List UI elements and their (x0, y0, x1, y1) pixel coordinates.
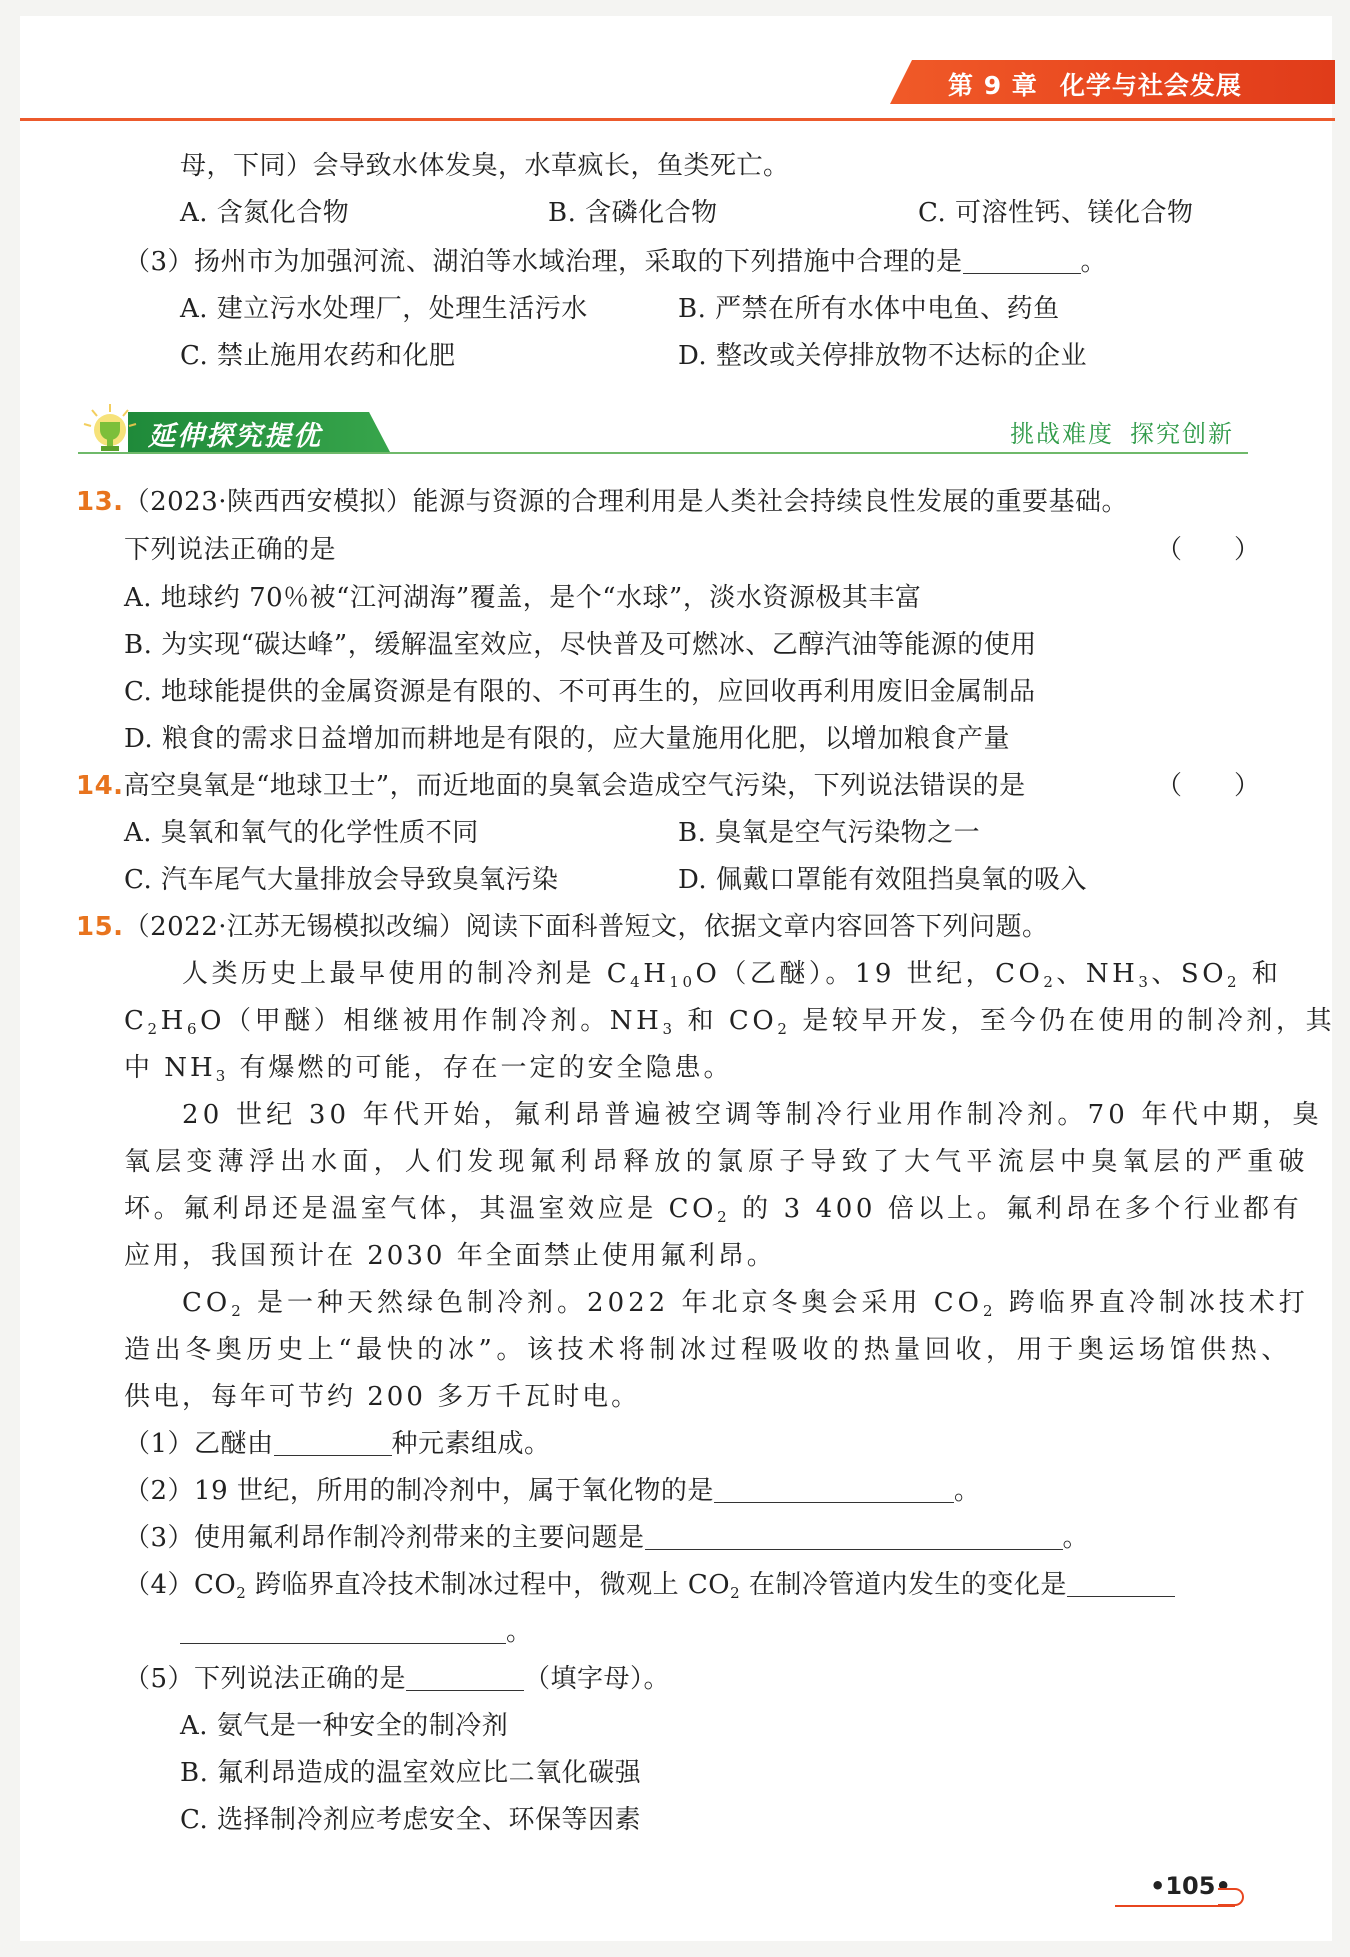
sub: 3 (662, 1020, 676, 1038)
t: 。 (953, 1476, 981, 1506)
q13-option-b: B. 为实现“碳达峰”，缓解温室效应，尽快普及可燃冰、乙醇汽油等能源的使用 (124, 630, 1037, 660)
t: 在制冷管道内发生的变化是 (740, 1570, 1067, 1600)
q15-sub2 (124, 1473, 980, 1509)
t: CO (182, 1288, 232, 1318)
q13-stem1: （2023·陕西西安模拟）能源与资源的合理利用是人类社会持续良性发展的重要基础。 (123, 487, 1128, 517)
t: 人类历史上最早使用的制冷剂是 C (182, 959, 631, 989)
section-tag-2: 探究创新 (1130, 420, 1234, 448)
q15-p1-line1 (182, 956, 1281, 992)
q15-sub5-option-c: C. 选择制冷剂应考虑安全、环保等因素 (180, 1805, 641, 1835)
header-rule (20, 118, 1335, 121)
page-number: •105• (1150, 1872, 1231, 1900)
q13-stem-line1 (76, 484, 1128, 520)
t: 种元素组成。 (391, 1429, 551, 1459)
q15-sub2-blank[interactable] (714, 1475, 954, 1503)
t: 跨临界直冷制冰技术打 (996, 1288, 1309, 1318)
q15-p2-line4: 应用，我国预计在 2030 年全面禁止使用氟利昂。 (124, 1241, 776, 1271)
page-number-hook (1218, 1888, 1244, 1906)
sub: 4 (630, 973, 644, 991)
t: H (160, 1006, 187, 1036)
t: O（乙醚）。19 世纪，CO (695, 959, 1044, 989)
q12-sub3-end: 。 (1080, 247, 1108, 277)
t: O（甲醚）相继被用作制冷剂。NH (200, 1006, 663, 1036)
sub: 2 (1043, 973, 1057, 991)
t: 、NH (1056, 959, 1139, 989)
q12-option-c: C. 可溶性钙、镁化合物 (918, 198, 1194, 228)
q14-option-b: B. 臭氧是空气污染物之一 (678, 818, 981, 848)
q15-p1-line3 (124, 1050, 733, 1086)
q15-sub1 (124, 1426, 551, 1462)
sub: 10 (669, 973, 696, 991)
chapter-header (948, 66, 1242, 102)
q13-stem-line2: 下列说法正确的是 (124, 535, 337, 565)
t: 和 (1240, 959, 1282, 989)
t: （5）下列说法正确的是 (124, 1664, 407, 1694)
q14-option-d: D. 佩戴口罩能有效阻挡臭氧的吸入 (678, 865, 1087, 895)
section-title: 延伸探究提优 (148, 421, 322, 452)
sub: 2 (982, 1302, 997, 1320)
q13-number: 13. (76, 487, 124, 517)
q15-sub4 (124, 1567, 1175, 1603)
t: 、SO (1151, 959, 1228, 989)
q12-sub3-option-a: A. 建立污水处理厂，处理生活污水 (180, 294, 588, 324)
sub: 3 (215, 1067, 229, 1085)
q12-sub3-option-b: B. 严禁在所有水体中电鱼、药鱼 (678, 294, 1060, 324)
t: 是一种天然绿色制冷剂。2022 年北京冬奥会采用 CO (244, 1288, 983, 1318)
q12-option-a: A. 含氮化合物 (180, 198, 350, 228)
q15-sub5 (124, 1661, 670, 1697)
t: （填字母）。 (524, 1664, 671, 1694)
q15-stem (76, 909, 1049, 945)
section-tags (1010, 414, 1234, 449)
q13-option-a: A. 地球约 70％被“江河湖海”覆盖，是个“水球”，淡水资源极其丰富 (124, 583, 922, 613)
q15-number: 15. (76, 912, 124, 942)
q14-stem (76, 768, 1026, 804)
sub: 2 (1227, 973, 1241, 991)
q14-stem-text: 高空臭氧是“地球卫士”，而近地面的臭氧会造成空气污染，下列说法错误的是 (123, 771, 1026, 801)
q15-sub4-cont (180, 1614, 533, 1650)
sub: 2 (730, 1584, 741, 1602)
sub: 2 (236, 1584, 247, 1602)
q12-sub3-option-d: D. 整改或关停排放物不达标的企业 (678, 341, 1087, 371)
q15-sub5-option-a: A. 氨气是一种安全的制冷剂 (180, 1711, 509, 1741)
q15-p3-line1 (182, 1285, 1309, 1321)
t: 跨临界直冷技术制冰过程中，微观上 CO (246, 1570, 731, 1600)
q14-option-c: C. 汽车尾气大量排放会导致臭氧污染 (124, 865, 559, 895)
t: （1）乙醚由 (124, 1429, 274, 1459)
t: 有爆燃的可能，存在一定的安全隐患。 (228, 1053, 733, 1083)
chapter-number: 第 9 章 (948, 71, 1038, 100)
sub: 2 (147, 1020, 161, 1038)
q15-sub3 (124, 1520, 1089, 1556)
q15-p3-line2: 造出冬奥历史上“最快的冰”。该技术将制冰过程吸收的热量回收，用于奥运场馆供热、 (124, 1335, 1292, 1365)
t: （3）使用氟利昂作制冷剂带来的主要问题是 (124, 1523, 645, 1553)
q13-answer-paren[interactable]: （ ） (1156, 535, 1261, 565)
t: C (124, 1006, 148, 1036)
q15-sub5-blank[interactable] (406, 1663, 524, 1691)
page-number-rule (1115, 1905, 1235, 1907)
q12-option-b: B. 含磷化合物 (548, 198, 718, 228)
q14-answer-paren[interactable]: （ ） (1156, 771, 1261, 801)
t: 和 CO (675, 1006, 778, 1036)
q15-sub4-blank-a[interactable] (1067, 1569, 1175, 1597)
q15-p3-line3: 供电，每年可节约 200 多万千瓦时电。 (124, 1382, 641, 1412)
t: 中 NH (124, 1053, 216, 1083)
q15-sub1-blank[interactable] (274, 1428, 392, 1456)
t: （4）CO (124, 1570, 237, 1600)
sub: 3 (1138, 973, 1152, 991)
t: H (643, 959, 670, 989)
t: 是较早开发，至今仍在使用的制冷剂，其 (790, 1006, 1336, 1036)
q15-sub4-blank-b[interactable] (180, 1616, 506, 1644)
t: 的 3 400 倍以上。氟利昂在多个行业都有 (730, 1194, 1303, 1224)
q15-p1-line2 (124, 1003, 1335, 1039)
sub: 6 (186, 1020, 201, 1038)
section-tag-1: 挑战难度 (1010, 420, 1114, 448)
t: 坏。氟利昂还是温室气体，其温室效应是 CO (124, 1194, 718, 1224)
t: 。 (1062, 1523, 1090, 1553)
q15-stem-text: （2022·江苏无锡模拟改编）阅读下面科普短文，依据文章内容回答下列问题。 (123, 912, 1049, 942)
q12-sub3-option-c: C. 禁止施用农药和化肥 (180, 341, 456, 371)
q12-line: 母，下同）会导致水体发臭，水草疯长，鱼类死亡。 (180, 151, 790, 181)
sub: 2 (777, 1020, 791, 1038)
q15-p2-line2: 氧层变薄浮出水面，人们发现氟利昂释放的氯原子导致了大气平流层中臭氧层的严重破 (124, 1147, 1310, 1177)
t: 。 (506, 1617, 533, 1647)
sub: 2 (231, 1302, 245, 1320)
q15-p2-line3 (124, 1191, 1302, 1227)
q14-number: 14. (76, 771, 124, 801)
q15-sub3-blank[interactable] (645, 1522, 1063, 1550)
chapter-title: 化学与社会发展 (1059, 71, 1242, 100)
trophy-icon (80, 402, 140, 458)
q15-p2-line1: 20 世纪 30 年代开始，氟利昂普遍被空调等制冷行业用作制冷剂。70 年代中期，臭 (182, 1100, 1323, 1130)
t: （2）19 世纪，所用的制冷剂中，属于氧化物的是 (124, 1476, 714, 1506)
q12-sub3-blank[interactable] (963, 246, 1081, 274)
q15-sub5-option-b: B. 氟利昂造成的温室效应比二氧化碳强 (180, 1758, 642, 1788)
q12-sub3 (124, 244, 1107, 280)
q12-sub3-text: （3）扬州市为加强河流、湖泊等水域治理，采取的下列措施中合理的是 (124, 247, 963, 277)
sub: 2 (717, 1208, 731, 1226)
q13-option-d: D. 粮食的需求日益增加而耕地是有限的，应大量施用化肥，以增加粮食产量 (124, 724, 1010, 754)
q14-option-a: A. 臭氧和氧气的化学性质不同 (124, 818, 479, 848)
q13-option-c: C. 地球能提供的金属资源是有限的、不可再生的，应回收再利用废旧金属制品 (124, 677, 1036, 707)
